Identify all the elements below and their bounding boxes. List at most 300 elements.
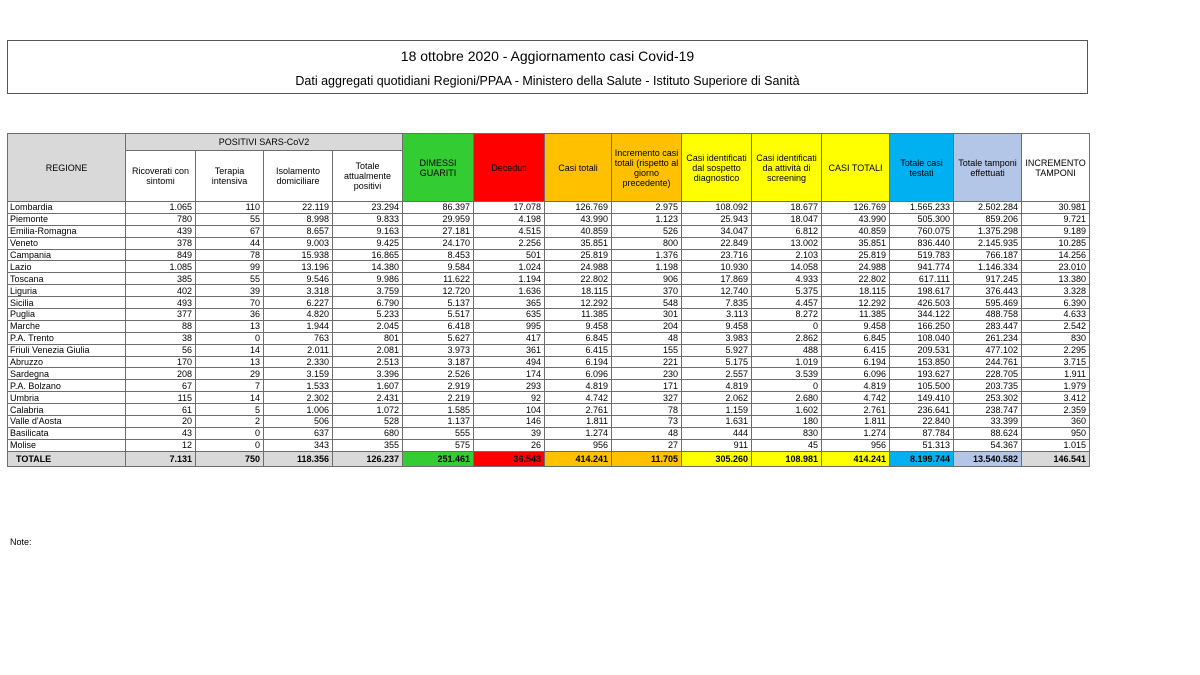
value-cell: 1.565.233 <box>890 202 954 214</box>
value-cell: 3.113 <box>682 309 752 321</box>
value-cell: 9.546 <box>264 273 333 285</box>
value-cell: 253.302 <box>954 392 1022 404</box>
value-cell: 30.981 <box>1022 202 1090 214</box>
value-cell: 5 <box>196 404 264 416</box>
value-cell: 3.187 <box>403 356 474 368</box>
value-cell: 3.973 <box>403 344 474 356</box>
value-cell: 25.943 <box>682 213 752 225</box>
value-cell: 208 <box>126 368 196 380</box>
table-row <box>8 273 1090 285</box>
column-header-10: CASI TOTALI <box>822 134 890 202</box>
value-cell: 501 <box>474 249 545 261</box>
table-row <box>8 249 1090 261</box>
value-cell: 2.145.935 <box>954 237 1022 249</box>
value-cell: 180 <box>752 416 822 428</box>
column-header-1: Terapia intensiva <box>196 151 264 202</box>
value-cell: 941.774 <box>890 261 954 273</box>
value-cell: 0 <box>196 427 264 439</box>
value-cell: 1.585 <box>403 404 474 416</box>
value-cell: 505.300 <box>890 213 954 225</box>
value-cell: 3.715 <box>1022 356 1090 368</box>
value-cell: 2.045 <box>333 320 403 332</box>
total-value-cell: 108.981 <box>752 451 822 466</box>
value-cell: 766.187 <box>954 249 1022 261</box>
value-cell: 1.019 <box>752 356 822 368</box>
value-cell: 370 <box>612 285 682 297</box>
region-name-cell: Abruzzo <box>8 356 126 368</box>
value-cell: 477.102 <box>954 344 1022 356</box>
value-cell: 1.194 <box>474 273 545 285</box>
column-header-0: Ricoverati con sintomi <box>126 151 196 202</box>
value-cell: 1.602 <box>752 404 822 416</box>
value-cell: 301 <box>612 309 682 321</box>
value-cell: 238.747 <box>954 404 1022 416</box>
report-title-box <box>7 40 1088 94</box>
value-cell: 16.865 <box>333 249 403 261</box>
total-value-cell: 146.541 <box>1022 451 1090 466</box>
value-cell: 3.759 <box>333 285 403 297</box>
value-cell: 548 <box>612 297 682 309</box>
table-row <box>8 392 1090 404</box>
value-cell: 5.137 <box>403 297 474 309</box>
value-cell: 2.295 <box>1022 344 1090 356</box>
value-cell: 8.657 <box>264 225 333 237</box>
value-cell: 67 <box>126 380 196 392</box>
value-cell: 43.990 <box>822 213 890 225</box>
value-cell: 283.447 <box>954 320 1022 332</box>
value-cell: 14.058 <box>752 261 822 273</box>
value-cell: 361 <box>474 344 545 356</box>
value-cell: 488.758 <box>954 309 1022 321</box>
value-cell: 2.062 <box>682 392 752 404</box>
value-cell: 29.959 <box>403 213 474 225</box>
value-cell: 402 <box>126 285 196 297</box>
value-cell: 55 <box>196 273 264 285</box>
value-cell: 2.761 <box>822 404 890 416</box>
value-cell: 11.385 <box>822 309 890 321</box>
value-cell: 23.716 <box>682 249 752 261</box>
value-cell: 34.047 <box>682 225 752 237</box>
value-cell: 2.081 <box>333 344 403 356</box>
region-name-cell: Toscana <box>8 273 126 285</box>
region-name-cell: Valle d'Aosta <box>8 416 126 428</box>
value-cell: 22.840 <box>890 416 954 428</box>
value-cell: 830 <box>752 427 822 439</box>
value-cell: 5.927 <box>682 344 752 356</box>
value-cell: 115 <box>126 392 196 404</box>
value-cell: 9.721 <box>1022 213 1090 225</box>
value-cell: 426.503 <box>890 297 954 309</box>
value-cell: 5.233 <box>333 309 403 321</box>
value-cell: 760.075 <box>890 225 954 237</box>
value-cell: 519.783 <box>890 249 954 261</box>
value-cell: 1.375.298 <box>954 225 1022 237</box>
report-subtitle: Dati aggregati quotidiani Regioni/PPAA - Ministero della Salute - Istituto Superiore di Sanità <box>295 74 800 88</box>
value-cell: 6.194 <box>822 356 890 368</box>
value-cell: 88 <box>126 320 196 332</box>
value-cell: 1.811 <box>822 416 890 428</box>
region-name-cell: P.A. Trento <box>8 332 126 344</box>
value-cell: 40.859 <box>545 225 612 237</box>
column-header-6: Casi totali <box>545 134 612 202</box>
value-cell: 29 <box>196 368 264 380</box>
value-cell: 595.469 <box>954 297 1022 309</box>
value-cell: 2.330 <box>264 356 333 368</box>
value-cell: 12 <box>126 439 196 451</box>
value-cell: 20 <box>126 416 196 428</box>
region-name-cell: Puglia <box>8 309 126 321</box>
value-cell: 1.085 <box>126 261 196 273</box>
value-cell: 36 <box>196 309 264 321</box>
value-cell: 13.196 <box>264 261 333 273</box>
table-row <box>8 225 1090 237</box>
column-group-positivi: POSITIVI SARS-CoV2 <box>126 134 403 151</box>
value-cell: 6.845 <box>822 332 890 344</box>
value-cell: 54.367 <box>954 439 1022 451</box>
value-cell: 18.115 <box>822 285 890 297</box>
value-cell: 203.735 <box>954 380 1022 392</box>
value-cell: 27 <box>612 439 682 451</box>
table-row <box>8 213 1090 225</box>
value-cell: 1.065 <box>126 202 196 214</box>
value-cell: 10.285 <box>1022 237 1090 249</box>
value-cell: 174 <box>474 368 545 380</box>
value-cell: 22.802 <box>822 273 890 285</box>
value-cell: 27.181 <box>403 225 474 237</box>
value-cell: 11.622 <box>403 273 474 285</box>
value-cell: 528 <box>333 416 403 428</box>
value-cell: 6.194 <box>545 356 612 368</box>
value-cell: 3.328 <box>1022 285 1090 297</box>
table-row <box>8 237 1090 249</box>
value-cell: 6.790 <box>333 297 403 309</box>
value-cell: 4.457 <box>752 297 822 309</box>
column-header-9: Casi identificati da attività di screening <box>752 134 822 202</box>
table-row <box>8 285 1090 297</box>
value-cell: 7 <box>196 380 264 392</box>
value-cell: 0 <box>196 439 264 451</box>
value-cell: 2.542 <box>1022 320 1090 332</box>
total-value-cell: 11.705 <box>612 451 682 466</box>
value-cell: 25.819 <box>545 249 612 261</box>
value-cell: 25.819 <box>822 249 890 261</box>
value-cell: 13 <box>196 356 264 368</box>
total-value-cell: 13.540.582 <box>954 451 1022 466</box>
value-cell: 73 <box>612 416 682 428</box>
value-cell: 1.015 <box>1022 439 1090 451</box>
value-cell: 2.526 <box>403 368 474 380</box>
value-cell: 22.119 <box>264 202 333 214</box>
value-cell: 801 <box>333 332 403 344</box>
column-header-13: INCREMENTO TAMPONI <box>1022 134 1090 202</box>
value-cell: 70 <box>196 297 264 309</box>
value-cell: 3.159 <box>264 368 333 380</box>
value-cell: 88.624 <box>954 427 1022 439</box>
value-cell: 23.294 <box>333 202 403 214</box>
value-cell: 327 <box>612 392 682 404</box>
column-header-regione: REGIONE <box>8 134 126 202</box>
value-cell: 17.869 <box>682 273 752 285</box>
value-cell: 13.002 <box>752 237 822 249</box>
value-cell: 48 <box>612 332 682 344</box>
value-cell: 493 <box>126 297 196 309</box>
region-name-cell: Lazio <box>8 261 126 273</box>
value-cell: 2.862 <box>752 332 822 344</box>
value-cell: 38 <box>126 332 196 344</box>
region-name-cell: Molise <box>8 439 126 451</box>
value-cell: 780 <box>126 213 196 225</box>
value-cell: 1.024 <box>474 261 545 273</box>
value-cell: 1.636 <box>474 285 545 297</box>
region-name-cell: Basilicata <box>8 427 126 439</box>
value-cell: 126.769 <box>822 202 890 214</box>
covid-data-table <box>7 133 1090 467</box>
value-cell: 6.096 <box>822 368 890 380</box>
value-cell: 1.137 <box>403 416 474 428</box>
value-cell: 488 <box>752 344 822 356</box>
value-cell: 43 <box>126 427 196 439</box>
value-cell: 78 <box>196 249 264 261</box>
value-cell: 40.859 <box>822 225 890 237</box>
value-cell: 153.850 <box>890 356 954 368</box>
value-cell: 261.234 <box>954 332 1022 344</box>
value-cell: 108.092 <box>682 202 752 214</box>
value-cell: 2.513 <box>333 356 403 368</box>
value-cell: 198.617 <box>890 285 954 297</box>
value-cell: 22.849 <box>682 237 752 249</box>
total-value-cell: 414.241 <box>822 451 890 466</box>
value-cell: 39 <box>474 427 545 439</box>
value-cell: 9.458 <box>682 320 752 332</box>
value-cell: 2.502.284 <box>954 202 1022 214</box>
value-cell: 244.761 <box>954 356 1022 368</box>
value-cell: 2.761 <box>545 404 612 416</box>
value-cell: 365 <box>474 297 545 309</box>
value-cell: 14.256 <box>1022 249 1090 261</box>
value-cell: 5.517 <box>403 309 474 321</box>
value-cell: 9.458 <box>822 320 890 332</box>
value-cell: 1.811 <box>545 416 612 428</box>
value-cell: 6.415 <box>822 344 890 356</box>
value-cell: 2.219 <box>403 392 474 404</box>
region-name-cell: Sicilia <box>8 297 126 309</box>
value-cell: 4.819 <box>545 380 612 392</box>
value-cell: 9.584 <box>403 261 474 273</box>
table-row <box>8 427 1090 439</box>
value-cell: 99 <box>196 261 264 273</box>
value-cell: 18.677 <box>752 202 822 214</box>
value-cell: 377 <box>126 309 196 321</box>
value-cell: 1.198 <box>612 261 682 273</box>
value-cell: 24.988 <box>822 261 890 273</box>
column-header-2: Isolamento domiciliare <box>264 151 333 202</box>
value-cell: 6.390 <box>1022 297 1090 309</box>
value-cell: 4.820 <box>264 309 333 321</box>
value-cell: 995 <box>474 320 545 332</box>
total-value-cell: 7.131 <box>126 451 196 466</box>
region-name-cell: Umbria <box>8 392 126 404</box>
total-label: TOTALE <box>8 451 126 466</box>
value-cell: 3.412 <box>1022 392 1090 404</box>
value-cell: 35.851 <box>545 237 612 249</box>
value-cell: 12.292 <box>822 297 890 309</box>
value-cell: 7.835 <box>682 297 752 309</box>
region-name-cell: Friuli Venezia Giulia <box>8 344 126 356</box>
value-cell: 8.272 <box>752 309 822 321</box>
value-cell: 1.607 <box>333 380 403 392</box>
value-cell: 506 <box>264 416 333 428</box>
value-cell: 5.375 <box>752 285 822 297</box>
value-cell: 48 <box>612 427 682 439</box>
value-cell: 55 <box>196 213 264 225</box>
value-cell: 2 <box>196 416 264 428</box>
value-cell: 193.627 <box>890 368 954 380</box>
value-cell: 635 <box>474 309 545 321</box>
value-cell: 836.440 <box>890 237 954 249</box>
value-cell: 11.385 <box>545 309 612 321</box>
value-cell: 9.458 <box>545 320 612 332</box>
value-cell: 204 <box>612 320 682 332</box>
value-cell: 2.256 <box>474 237 545 249</box>
note-label: Note: <box>10 537 32 547</box>
column-header-7: Incremento casi totali (rispetto al giorno precedente) <box>612 134 682 202</box>
value-cell: 950 <box>1022 427 1090 439</box>
value-cell: 4.933 <box>752 273 822 285</box>
value-cell: 1.006 <box>264 404 333 416</box>
value-cell: 146 <box>474 416 545 428</box>
value-cell: 67 <box>196 225 264 237</box>
value-cell: 4.819 <box>822 380 890 392</box>
value-cell: 24.988 <box>545 261 612 273</box>
value-cell: 956 <box>822 439 890 451</box>
value-cell: 14.380 <box>333 261 403 273</box>
value-cell: 6.812 <box>752 225 822 237</box>
value-cell: 26 <box>474 439 545 451</box>
value-cell: 1.911 <box>1022 368 1090 380</box>
value-cell: 2.103 <box>752 249 822 261</box>
region-name-cell: Campania <box>8 249 126 261</box>
table-row <box>8 380 1090 392</box>
value-cell: 45 <box>752 439 822 451</box>
value-cell: 56 <box>126 344 196 356</box>
region-name-cell: Emilia-Romagna <box>8 225 126 237</box>
total-value-cell: 126.237 <box>333 451 403 466</box>
value-cell: 9.425 <box>333 237 403 249</box>
value-cell: 1.072 <box>333 404 403 416</box>
table-row <box>8 416 1090 428</box>
table-row <box>8 309 1090 321</box>
value-cell: 171 <box>612 380 682 392</box>
value-cell: 8.998 <box>264 213 333 225</box>
value-cell: 22.802 <box>545 273 612 285</box>
value-cell: 378 <box>126 237 196 249</box>
column-header-4: DIMESSI GUARITI <box>403 134 474 202</box>
value-cell: 859.206 <box>954 213 1022 225</box>
region-name-cell: Sardegna <box>8 368 126 380</box>
region-name-cell: Piemonte <box>8 213 126 225</box>
table-row <box>8 368 1090 380</box>
value-cell: 8.453 <box>403 249 474 261</box>
value-cell: 5.627 <box>403 332 474 344</box>
value-cell: 230 <box>612 368 682 380</box>
value-cell: 166.250 <box>890 320 954 332</box>
value-cell: 680 <box>333 427 403 439</box>
value-cell: 494 <box>474 356 545 368</box>
value-cell: 9.163 <box>333 225 403 237</box>
value-cell: 149.410 <box>890 392 954 404</box>
table-row <box>8 404 1090 416</box>
value-cell: 2.431 <box>333 392 403 404</box>
total-value-cell: 305.260 <box>682 451 752 466</box>
value-cell: 35.851 <box>822 237 890 249</box>
value-cell: 355 <box>333 439 403 451</box>
value-cell: 44 <box>196 237 264 249</box>
value-cell: 17.078 <box>474 202 545 214</box>
value-cell: 1.274 <box>545 427 612 439</box>
region-name-cell: Lombardia <box>8 202 126 214</box>
table-row <box>8 320 1090 332</box>
value-cell: 637 <box>264 427 333 439</box>
value-cell: 24.170 <box>403 237 474 249</box>
value-cell: 126.769 <box>545 202 612 214</box>
value-cell: 2.011 <box>264 344 333 356</box>
value-cell: 10.930 <box>682 261 752 273</box>
value-cell: 14 <box>196 344 264 356</box>
value-cell: 4.198 <box>474 213 545 225</box>
value-cell: 444 <box>682 427 752 439</box>
table-row <box>8 439 1090 451</box>
table-row <box>8 297 1090 309</box>
value-cell: 12.292 <box>545 297 612 309</box>
table-row <box>8 356 1090 368</box>
column-header-11: Totale casi testati <box>890 134 954 202</box>
value-cell: 4.633 <box>1022 309 1090 321</box>
value-cell: 763 <box>264 332 333 344</box>
value-cell: 830 <box>1022 332 1090 344</box>
value-cell: 108.040 <box>890 332 954 344</box>
value-cell: 917.245 <box>954 273 1022 285</box>
value-cell: 360 <box>1022 416 1090 428</box>
value-cell: 4.742 <box>822 392 890 404</box>
value-cell: 9.003 <box>264 237 333 249</box>
value-cell: 18.115 <box>545 285 612 297</box>
total-value-cell: 251.461 <box>403 451 474 466</box>
value-cell: 5.175 <box>682 356 752 368</box>
total-row <box>8 451 1090 466</box>
value-cell: 61 <box>126 404 196 416</box>
value-cell: 417 <box>474 332 545 344</box>
value-cell: 906 <box>612 273 682 285</box>
value-cell: 87.784 <box>890 427 954 439</box>
value-cell: 4.515 <box>474 225 545 237</box>
value-cell: 33.399 <box>954 416 1022 428</box>
value-cell: 1.533 <box>264 380 333 392</box>
value-cell: 0 <box>752 380 822 392</box>
value-cell: 18.047 <box>752 213 822 225</box>
value-cell: 228.705 <box>954 368 1022 380</box>
value-cell: 1.159 <box>682 404 752 416</box>
value-cell: 78 <box>612 404 682 416</box>
value-cell: 2.919 <box>403 380 474 392</box>
value-cell: 6.418 <box>403 320 474 332</box>
value-cell: 385 <box>126 273 196 285</box>
value-cell: 23.010 <box>1022 261 1090 273</box>
total-value-cell: 750 <box>196 451 264 466</box>
region-name-cell: Calabria <box>8 404 126 416</box>
value-cell: 9.833 <box>333 213 403 225</box>
value-cell: 6.227 <box>264 297 333 309</box>
value-cell: 800 <box>612 237 682 249</box>
